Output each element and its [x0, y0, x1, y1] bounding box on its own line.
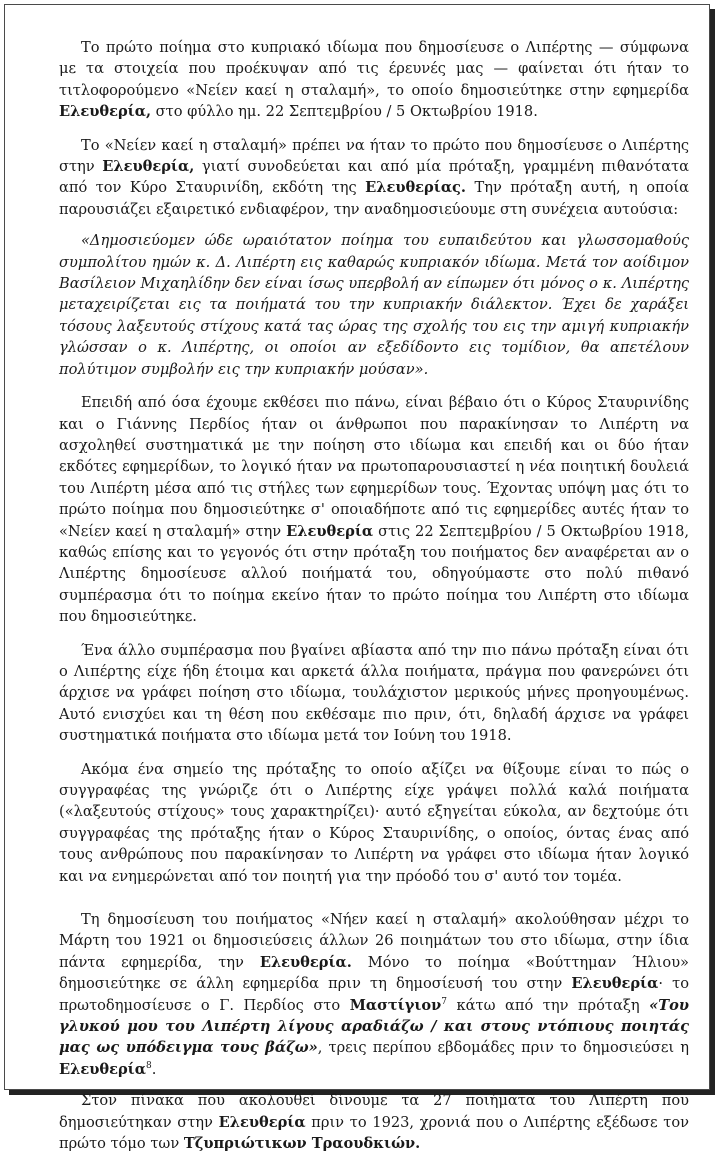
paragraph-preface [59, 135, 689, 221]
text-run: γιατί συνοδεύεται και από μία πρόταξη, γραμμένη πιθανότατα από τον Κύρο Σταυρινίδη, εκδότη της [59, 158, 689, 197]
footnote-ref: 8 [145, 1061, 152, 1072]
text-run: Τη δημοσίευση του ποιήματος «Νήεν καεί η σταλαμή» ακολούθησαν μέχρι το Μάρτη του 1921 οι δημοσιεύσεις άλλων 26 ποιημάτων του στο ιδίωμα, στην ίδια πάντα εφημερίδα, την [59, 911, 689, 971]
bold-text: Ελευθερία [59, 1060, 146, 1078]
bold-text: Ελευθερία [218, 1113, 306, 1131]
text-run: Ακόμα ένα σημείο της πρόταξης το οποίο αξίζει να θίξουμε είναι το πώς ο συγγραφέας της γνώριζε ότι ο Λιπέρτης είχε γράψει πολλά καλά ποιήματα («λαξευτούς στίχους» τους χαρακτηρίζει)· αυτό εξηγείται εύκολα, αν δεχτούμε ότι συγγραφέας της πρόταξης ήταν ο Κύρος Σταυρινίδης, ο οποίος, όντας ένας από τους ανθρώπους που παρακίνησαν το Λιπέρτη να γράφει στο ιδίωμα ήταν λογικό και να ενημερώνεται από τον ποιητή για την πρόοδό του σ' αυτό τον τομέα. [59, 760, 689, 885]
document-page [4, 4, 710, 1153]
paragraph-quote [59, 230, 689, 380]
text-run: κάτω από την πρόταξη [447, 996, 650, 1014]
text-run: Το «Νείεν καεί η σταλαμή» πρέπει να ήταν το πρώτο που δημοσίευσε ο Λιπέρτης στην [59, 136, 689, 176]
text-run: στο φύλλο ημ. 22 Σεπτεμβρίου / 5 Οκτωβρίου 1918. [151, 103, 538, 121]
paragraph-editors [59, 392, 689, 627]
text-run: Μόνο το ποίημα «Βούττημαν Ήλιου» δημοσιεύτηκε σε άλλη εφημερίδα πριν τη δημοσίευσή του στην [59, 953, 689, 993]
bold-text: «Του γλυκού μου του Λιπέρτη λίγους αραδιάζω / και στους ντόπιους ποιητάς μας ως υπόδειγμα τους βάζω» [59, 996, 689, 1057]
text-run: · το πρωτοδημοσίευσε ο Γ. Περδίος στο [59, 975, 689, 1014]
paragraph-conclusion [59, 640, 689, 747]
bold-text: Ελευθερία. [259, 953, 352, 971]
paragraph-table-intro [59, 1090, 689, 1154]
paragraph-first-poem [59, 37, 689, 123]
bold-text: Μαστίγιον [349, 996, 442, 1014]
paragraph-publications [59, 909, 689, 1080]
text-run: Το πρώτο ποίημα στο κυπριακό ιδίωμα που δημοσίευσε ο Λιπέρτης — σύμφωνα με τα στοιχεία που προέκυψαν από τις έρευνές μας — φαίνεται ότι ήταν το τιτλοφορούμενο «Νείεν καεί η σταλαμή», το οποίο δημοσιεύτηκε στην εφημερίδα [59, 39, 689, 99]
text-run: Στον πίνακα που ακολουθεί δίνουμε τα 27 ποιήματα του Λιπέρτη που δημοσιεύτηκαν στην [59, 1092, 689, 1131]
paragraph-preface-author [59, 759, 689, 887]
bold-text: Ελευθερίας. [365, 179, 467, 197]
bold-text: Ελευθερία [286, 522, 374, 540]
text-run: πριν το 1923, χρονιά που ο Λιπέρτης εξέδωσε τον πρώτο τόμο των [59, 1113, 689, 1153]
bold-text: Ελευθερία, [59, 103, 152, 121]
text-run: στις 22 Σεπτεμβρίου / 5 Οκτωβρίου 1918, καθώς επίσης και το γεγονός ότι στην πρόταξη του ποιήματος δεν αναφέρεται αν ο Λιπέρτης δημοσίευσε αλλού ποιήματά του, οδηγούμαστε στο πολύ πιθανό συμπέρασμα ότι το ποίημα εκείνο ήταν το πρώτο ποίημα του Λιπέρτη στο ιδίωμα που δημοσιεύτηκε. [59, 522, 689, 626]
text-run: , τρεις περίπου εβδομάδες πριν το δημοσιεύσει η [317, 1039, 689, 1057]
document-body [59, 37, 689, 1155]
text-run: Ένα άλλο συμπέρασμα που βγαίνει αβίαστα από την πιο πάνω πρόταξη είναι ότι ο Λιπέρτης είχε ήδη έτοιμα και αρκετά άλλα ποιήματα, πράγμα που φανερώνει ότι άρχισε να γράφει ποίηση στο ιδίωμα, τουλάχιστον μερικούς μήνες προηγουμένως. Αυτό ενισχύει και τη θέση που εκθέσαμε πιο πριν, ότι, δηλαδή άρχισε να γράφει συστηματικά ποιήματα στο ιδίωμα μετά τον Ιούνη του 1918. [59, 641, 689, 745]
text-run: «Δημοσιεύομεν ώδε ωραιότατον ποίημα του ευπαιδεύτου και γλωσσομαθούς συμπολίτου ημών κ. Δ. Λιπέρτη εις καθαρώς κυπριακόν ιδίωμα. Μετά τον αοίδιμον Βασίλειον Μιχαηλίδην δεν είναι ίσως υπερβολή αν είπωμεν ότι μόνος ο κ. Λιπέρτης μεταχειρίζεται εις τα ποιήματά του την κυπριακήν διάλεκτον. Έχει δε χαράξει τόσους λαξευτούς στίχους κατά τας ώρας της σχολής του εις την αμιγή κυπριακήν γλώσσαν ο κ. Λιπέρτης, οι οποίοι αν εξεδίδοντο εις τομίδιον, θα απετέλουν πολύτιμον συμβολήν εις την κυπριακήν μούσαν». [59, 232, 689, 378]
text-run: . [151, 1060, 157, 1078]
bold-text: Τζυπριώτικων Τραουδκιών. [183, 1135, 421, 1153]
bold-text: Ελευθερία [571, 975, 659, 993]
text-run: Την πρόταξη αυτή, η οποία παρουσιάζει εξαιρετικό ενδιαφέρον, την αναδημοσιεύουμε στη συνέχεια αυτούσια: [59, 179, 689, 218]
bold-text: Ελευθερία, [102, 158, 195, 176]
text-run: Επειδή από όσα έχουμε εκθέσει πιο πάνω, είναι βέβαιο ότι ο Κύρος Σταυρινίδης και ο Γιάννης Περδίος ήταν οι άνθρωποι που παρακίνησαν το Λιπέρτη να ασχοληθεί συστηματικά με την ποίηση στο ιδίωμα και επειδή και οι δύο ήταν εκδότες εφημερίδων, το λογικό ήταν να πρωτοπαρουσιαστεί η νέα ποιητική δουλειά του Λιπέρτη μέσα από τις στήλες των εφημερίδων τους. Έχοντας υπόψη μας ότι το πρώτο ποίημα που δημοσιεύτηκε σ' οποιαδήποτε από τις εφημερίδες αυτές ήταν το «Νείεν καεί η σταλαμή» στην [59, 394, 689, 540]
footnote-ref: 7 [441, 996, 448, 1007]
